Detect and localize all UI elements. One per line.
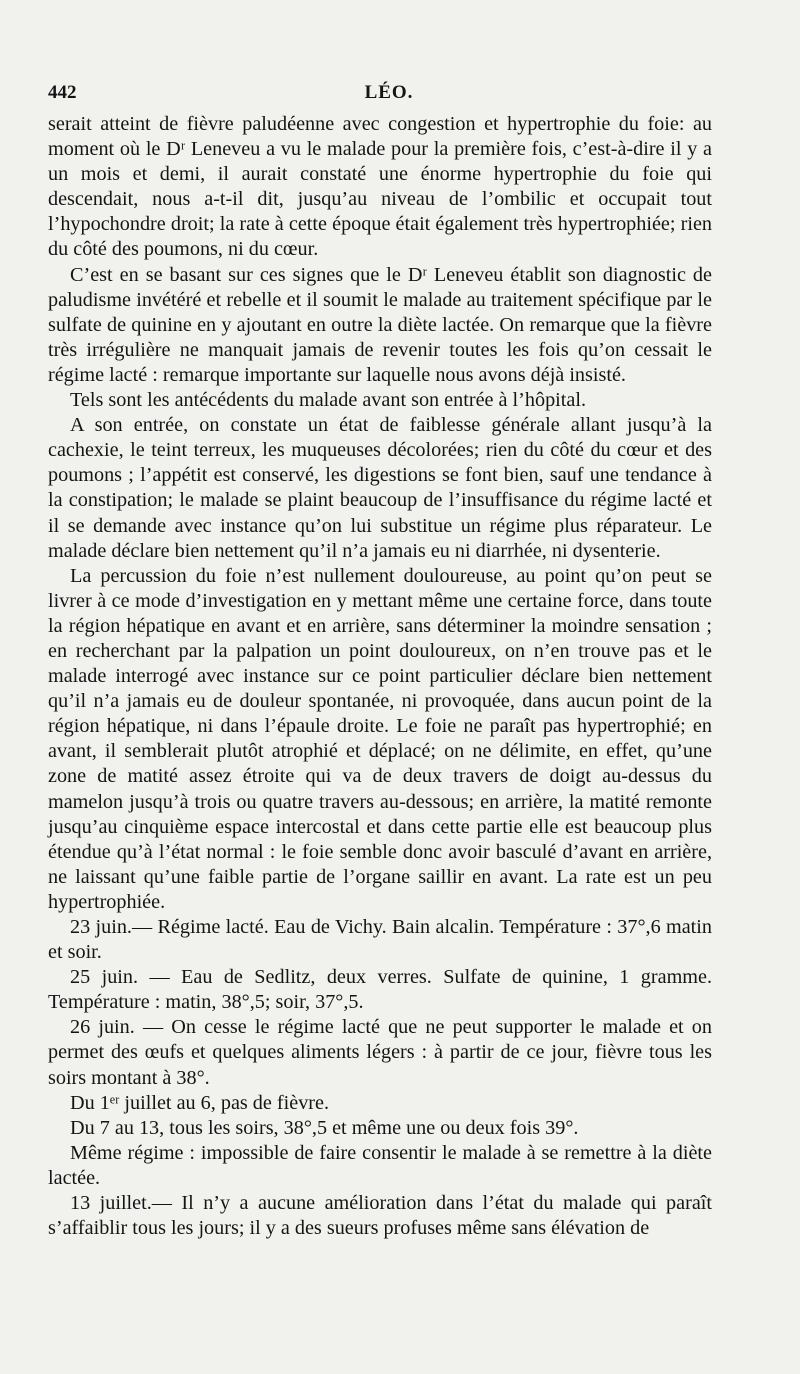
paragraph: 13 juillet.— Il n’y a aucune amélioration dans l’état du malade qui paraît s’affaiblir tous les jours; il y a des sueurs profuses même sans élévation de bbox=[48, 1192, 712, 1240]
paragraph: Du 7 au 13, tous les soirs, 38°,5 et même une ou deux fois 39°. bbox=[70, 1116, 579, 1139]
page-header bbox=[48, 82, 730, 112]
paragraph: Même régime : impossible de faire consentir le malade à se remettre à la diète lactée. bbox=[48, 1141, 712, 1189]
paragraph: C’est en se basant sur ces signes que le Dʳ Leneveu établit son diagnostic de paludisme invétéré et rebelle et il soumit le malade au traitement spécifique par le sulfate de quinine en y ajoutant en outre la diète lactée. On remarque que la fièvre très irrégulière ne manquait jamais de revenir toutes les fois qu’on cessait le régime lacté : remarque importante sur laquelle nous avons déjà insisté. bbox=[48, 263, 712, 386]
paragraph: 26 juin. — On cesse le régime lacté que ne peut supporter le malade et on permet des œufs et quelques aliments légers : à partir de ce jour, fièvre tous les soirs montant à 38°. bbox=[48, 1016, 712, 1089]
paragraph: serait atteint de fièvre paludéenne avec congestion et hypertrophie du foie: au moment où le Dʳ Leneveu a vu le malade pour la première fois, c’est-à-dire il y a un mois et demi, il aurait constaté une énorme hypertrophie du foie qui descendait, nous a-t-il dit, jusqu’au niveau de l’ombilic et occupait tout l’hypochondre droit; la rate à cette époque était également très hypertrophiée; rien du côté des poumons, ni du cœur. bbox=[48, 113, 712, 261]
page-number: 442 bbox=[48, 82, 77, 103]
paragraph: 25 juin. — Eau de Sedlitz, deux verres. Sulfate de quinine, 1 gramme. Température : matin, 38°,5; soir, 37°,5. bbox=[48, 966, 712, 1014]
body-text bbox=[48, 112, 712, 1241]
running-title: LÉO. bbox=[364, 82, 414, 103]
paragraph: Tels sont les antécédents du malade avant son entrée à l’hôpital. bbox=[70, 389, 586, 412]
paragraph: La percussion du foie n’est nullement douloureuse, au point qu’on peut se livrer à ce mode d’investigation en y mettant même une certaine force, dans toute la région hépatique en avant et en arrière, sans déterminer la moindre sensation ; en recherchant par la palpation un point douloureux, on n’en trouve pas et le malade interrogé avec instance sur ce point particulier déclare bien nettement qu’il n’a jamais eu de douleur spontanée, ni provoquée, dans aucun point de la région hépatique, ni dans l’épaule droite. Le foie ne paraît pas hypertrophié; en avant, il semblerait plutôt atrophié et déplacé; on ne délimite, en effet, qu’une zone de matité assez étroite qui va de deux travers de doigt au-dessus du mamelon jusqu’à trois ou quatre travers au-dessous; en arrière, la matité remonte jusqu’au cinquième espace intercostal et dans cette partie elle est beaucoup plus étendue qu’à l’état normal : le foie semble donc avoir basculé d’avant en arrière, ne laissant qu’une faible partie de l’organe saillir en avant. La rate est un peu hypertrophiée. bbox=[48, 564, 712, 913]
paragraph: Du 1ᵉʳ juillet au 6, pas de fièvre. bbox=[70, 1091, 330, 1114]
paragraph: A son entrée, on constate un état de faiblesse générale allant jusqu’à la cachexie, le teint terreux, les muqueuses décolorées; rien du côté du cœur et des poumons ; l’appétit est conservé, les digestions se font bien, sauf une tendance à la constipation; le malade se plaint beaucoup de l’insuffisance du régime lacté et il se demande avec instance qu’on lui substitue un régime plus réparateur. Le malade déclare bien nettement qu’il n’a jamais eu ni diarrhée, ni dysenterie. bbox=[48, 414, 712, 562]
paragraph: 23 juin.— Régime lacté. Eau de Vichy. Bain alcalin. Température : 37°,6 matin et soir. bbox=[48, 916, 712, 964]
